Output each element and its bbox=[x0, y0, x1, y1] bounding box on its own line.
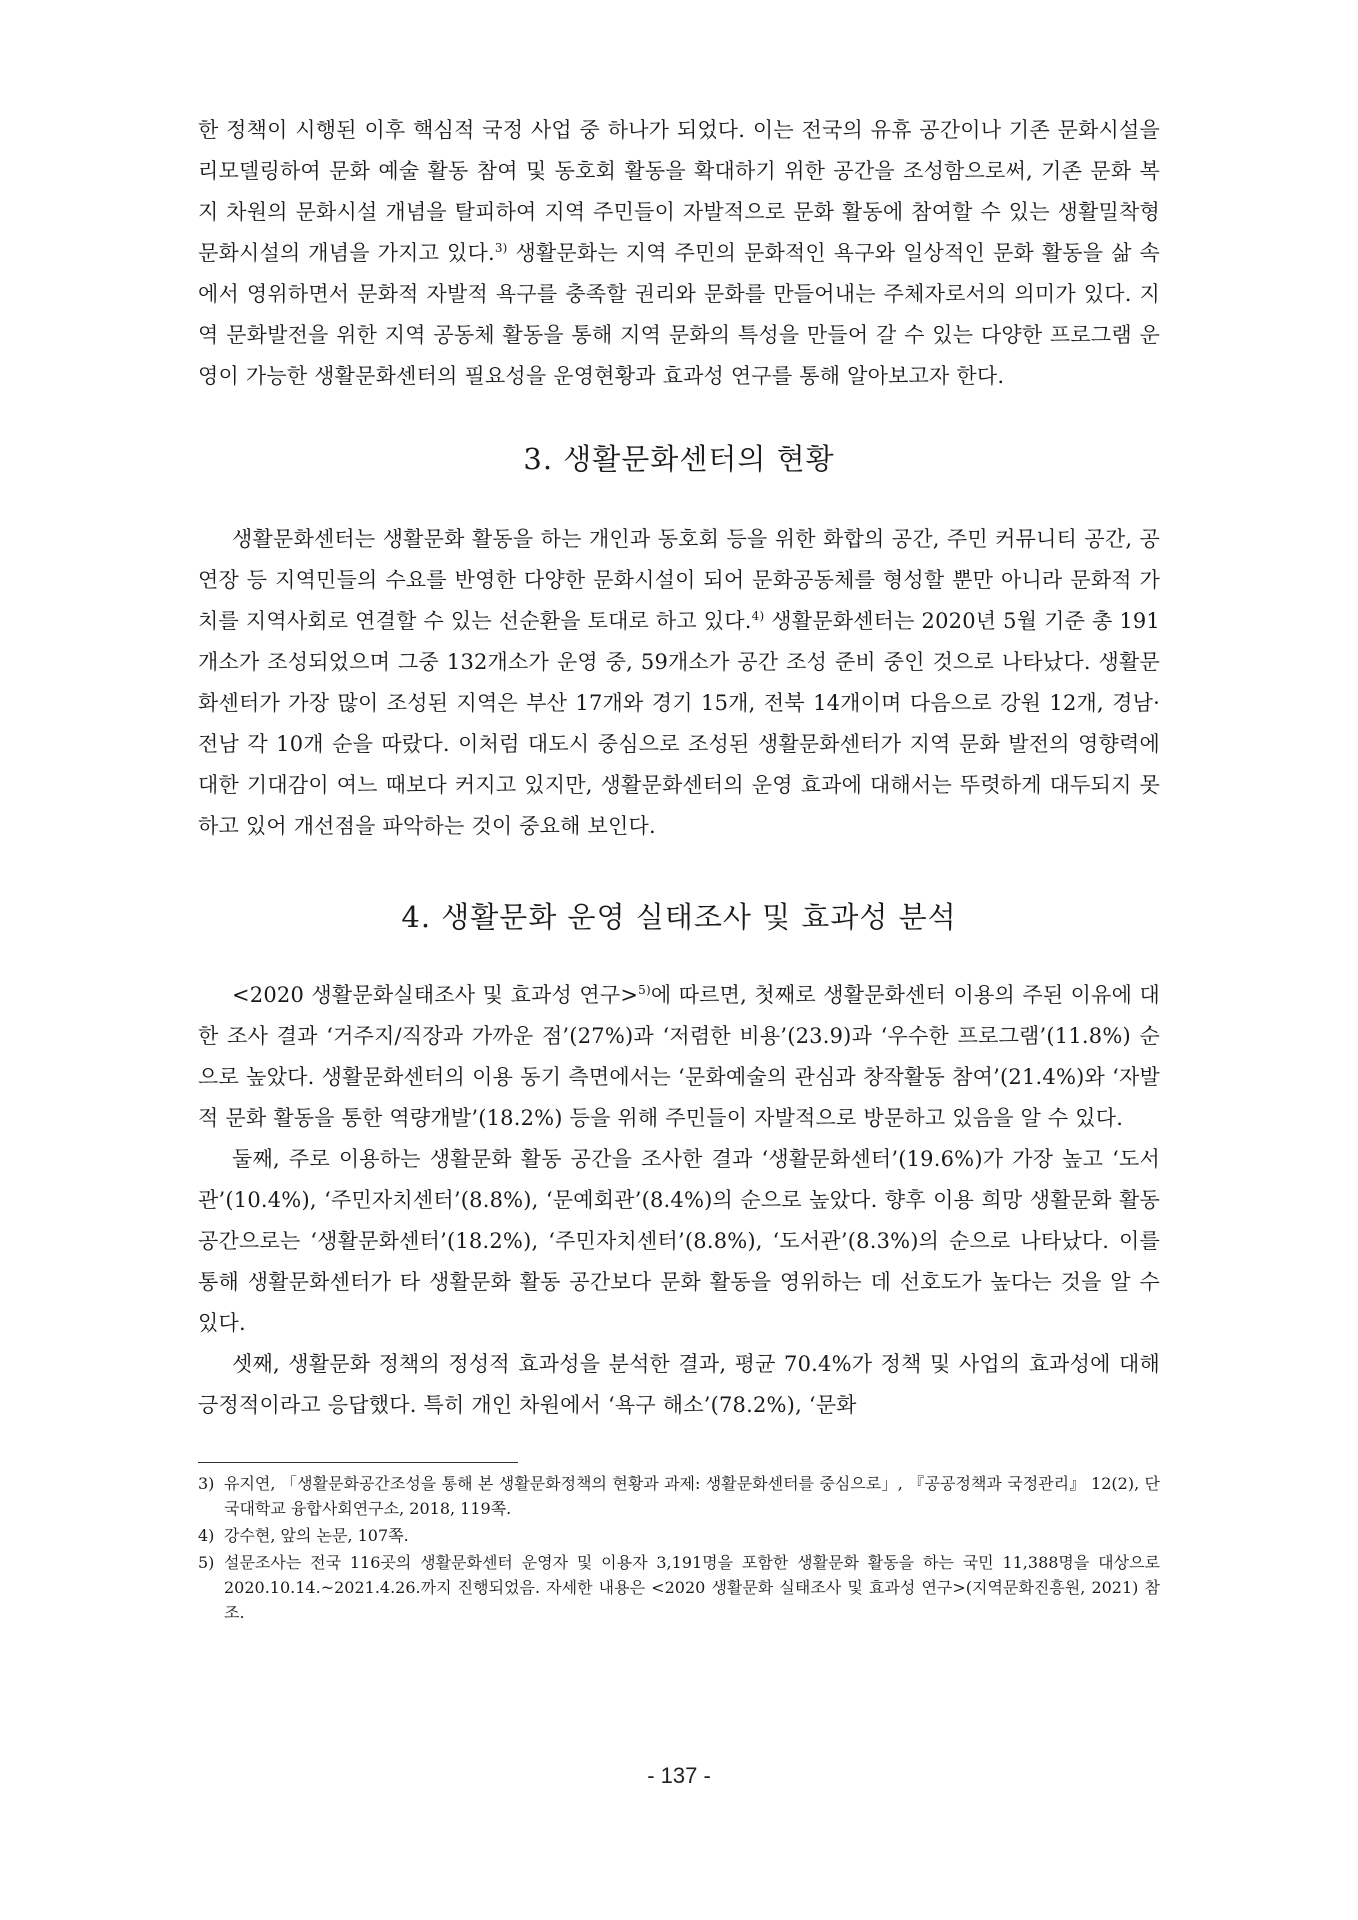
footnote-list bbox=[198, 1471, 1160, 1625]
footnote-number: 4) bbox=[198, 1526, 215, 1545]
intro-paragraph bbox=[198, 110, 1160, 397]
footnote-divider bbox=[198, 1462, 518, 1463]
intro-text: 한 정책이 시행된 이후 핵심적 국정 사업 중 하나가 되었다. 이는 전국의 유휴 공간이나 기존 문화시설을 리모델링하여 문화 예술 활동 참여 및 동호회 활동을 확대하기 위한 공간을 조성함으로써, 기존 문화 복지 차원의 문화시설 개념을 탈피하여 지역 주민들이 자발적으로 문화 활동에 참여할 수 있는 생활밀착형 문화시설의 개념을 가지고 있다. bbox=[198, 118, 1160, 265]
intro-text-cont: 생활문화는 지역 주민의 문화적인 욕구와 일상적인 문화 활동을 삶 속에서 영위하면서 문화적 자발적 욕구를 충족할 권리와 문화를 만들어내는 주체자로서의 의미가 있다. 지역 문화발전을 위한 지역 공동체 활동을 통해 지역 문화의 특성을 만들어 갈 수 있는 다양한 프로그램 운영이 가능한 생활문화센터의 필요성을 운영현황과 효과성 연구를 통해 알아보고자 한다. bbox=[198, 241, 1160, 388]
section-3-text-cont: 생활문화센터는 2020년 5월 기준 총 191개소가 조성되었으며 그중 132개소가 운영 중, 59개소가 공간 조성 준비 중인 것으로 나타났다. 생활문화센터가 가장 많이 조성된 지역은 부산 17개와 경기 15개, 전북 14개이며 다음으로 강원 12개, 경남·전남 각 10개 순을 따랐다. 이처럼 대도시 중심으로 조성된 생활문화센터가 지역 문화 발전의 영향력에 대한 기대감이 여느 때보다 커지고 있지만, 생활문화센터의 운영 효과에 대해서는 뚜렷하게 대두되지 못하고 있어 개선점을 파악하는 것이 중요해 보인다. bbox=[198, 609, 1160, 838]
section-4-text-1: 에 따르면, 첫째로 생활문화센터 이용의 주된 이유에 대한 조사 결과 ‘거주지/직장과 가까운 점’(27%)과 ‘저렴한 비용’(23.9)과 ‘우수한 프로그램’(11.8%) 순으로 높았다. 생활문화센터의 이용 동기 측면에서는 ‘문화예술의 관심과 창작활동 참여’(21.4%)와 ‘자발적 문화 활동을 통한 역량개발’(18.2%) 등을 위해 주민들이 자발적으로 방문하고 있음을 알 수 있다. bbox=[198, 983, 1160, 1130]
footnote-3 bbox=[198, 1471, 1160, 1521]
survey-title-text: <2020 생활문화실태조사 및 효과성 연구> bbox=[232, 983, 639, 1007]
footnote-text: 설문조사는 전국 116곳의 생활문화센터 운영자 및 이용자 3,191명을 포함한 생활문화 활동을 하는 국민 11,388명을 대상으로 2020.10.14.~2021.4.26.까지 진행되었음. 자세한 내용은 <2020 생활문화 실태조사 및 효과성 연구>(지역문화진흥원, 2021) 참조. bbox=[224, 1553, 1160, 1622]
document-page bbox=[198, 110, 1160, 1870]
page-number: - 137 - bbox=[647, 1763, 711, 1788]
section-4-paragraph-2: 둘째, 주로 이용하는 생활문화 활동 공간을 조사한 결과 ‘생활문화센터’(19.6%)가 가장 높고 ‘도서관’(10.4%), ‘주민자치센터’(8.8%), ‘문예회관’(8.4%)의 순으로 높았다. 향후 이용 희망 생활문화 활동 공간으로는 ‘생활문화센터’(18.2%), ‘주민자치센터’(8.8%), ‘도서관’(8.3%)의 순으로 나타났다. 이를 통해 생활문화센터가 타 생활문화 활동 공간보다 문화 활동을 영위하는 데 선호도가 높다는 것을 알 수 있다. bbox=[198, 1147, 1160, 1335]
footnote-ref-4: 4) bbox=[751, 609, 765, 623]
footnote-ref-5: 5) bbox=[638, 983, 651, 997]
footnote-number: 3) bbox=[198, 1474, 215, 1493]
section-4-paragraph-1 bbox=[198, 975, 1160, 1139]
footnote-4 bbox=[198, 1523, 1160, 1548]
footnote-text: 유지연, 「생활문화공간조성을 통해 본 생활문화정책의 현황과 과제: 생활문화센터를 중심으로」, 『공공정책과 국정관리』 12(2), 단국대학교 융합사회연구소, 2018, 119쪽. bbox=[224, 1474, 1160, 1518]
footnote-number: 5) bbox=[198, 1553, 215, 1572]
section-3-text: 생활문화센터는 생활문화 활동을 하는 개인과 동호회 등을 위한 화합의 공간, 주민 커뮤니티 공간, 공연장 등 지역민들의 수요를 반영한 다양한 문화시설이 되어 문화공동체를 형성할 뿐만 아니라 문화적 가치를 지역사회로 연결할 수 있는 선순환을 토대로 하고 있다. bbox=[198, 527, 1160, 633]
section-3-heading: 3. 생활문화센터의 현황 bbox=[523, 442, 835, 476]
footnote-ref-3: 3) bbox=[494, 241, 508, 255]
section-4-heading: 4. 생활문화 운영 실태조사 및 효과성 분석 bbox=[401, 900, 957, 934]
footnote-text: 강수현, 앞의 논문, 107쪽. bbox=[224, 1526, 409, 1545]
section-4-paragraph-3: 셋째, 생활문화 정책의 정성적 효과성을 분석한 결과, 평균 70.4%가 정책 및 사업의 효과성에 대해 긍정적이라고 응답했다. 특히 개인 차원에서 ‘욕구 해소’(78.2%), ‘문화 bbox=[198, 1352, 1160, 1417]
footnote-5 bbox=[198, 1550, 1160, 1625]
section-3-paragraph bbox=[198, 519, 1160, 847]
